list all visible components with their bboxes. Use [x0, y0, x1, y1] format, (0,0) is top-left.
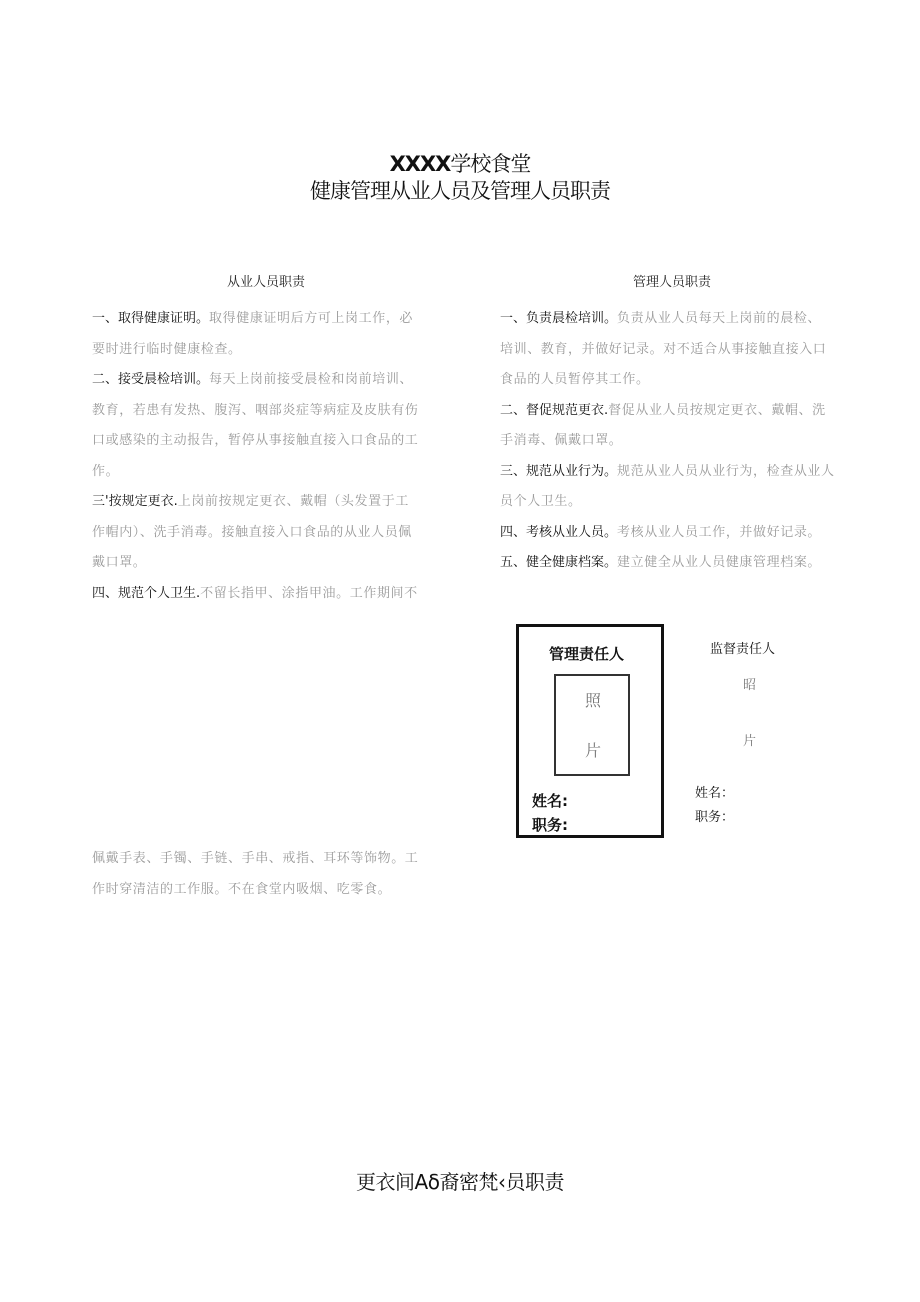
left-item-2-lead: 二、接受晨检培训。: [92, 372, 210, 387]
left-item-4: 四、规范个人卫生.不留长指甲、涂指甲油。工作期间不: [92, 585, 418, 601]
document-title: [0, 148, 920, 178]
left-column-heading: 从业人员职责: [227, 275, 306, 290]
left-continuation: 佩戴手表、手镯、手链、手串、戒指、耳环等饰物。工 作时穿清洁的工作服。不在食堂内吸烟、吃零食。: [92, 851, 419, 897]
right-duties: [500, 304, 860, 579]
right-item-4-lead: 四、考核从业人员。: [500, 524, 618, 540]
left-item-1-lead: 一、取得健康证明。: [92, 311, 210, 326]
right-item-4: 四、考核从业人员。考核从业人员工作，并做好记录。: [500, 524, 822, 540]
right-item-2: 二、督促规范更衣.督促从业人员按规定更衣、戴帽、洗 手消毒、佩戴口罩。: [500, 402, 826, 448]
left-item-3: 三'按规定更衣.上岗前按规定更衣、戴帽（头发置于工 作帽内）、洗手消毒。接触直接入口食品的从业人员佩 戴口罩。: [92, 494, 412, 570]
right-item-2-lead: 二、督促规范更衣.: [500, 402, 609, 418]
supervisor-name-label: 姓名：: [695, 786, 735, 801]
photo-char-bottom: 片: [585, 741, 602, 760]
photo-char-top: 照: [585, 691, 602, 710]
title-line1: 学校食堂: [450, 152, 531, 176]
left-item-1: 一、取得健康证明。取得健康证明后方可上岗工作，必 要时进行临时健康检查。: [92, 311, 414, 357]
left-item-4-lead: 四、规范个人卫生.: [92, 585, 201, 601]
title-prefix: XXXX: [389, 152, 451, 176]
manager-card-title: 管理责任人: [549, 645, 625, 663]
left-item-2: 二、接受晨检培训。每天上岗前接受晨检和岗前培训、 教育，若患有发热、腹泻、咽部炎症等病症及皮肤有伤 口或感染的主动报告，暂停从事接触直接入口食品的工 作。: [92, 372, 419, 479]
right-item-3: 三、规范从业行为。规范从业人员从业行为，检查从业人 员个人卫生。: [500, 463, 835, 509]
supervisor-photo-top: 昭: [743, 678, 757, 693]
manager-name-label: 姓名:: [532, 792, 568, 810]
manager-card: [516, 624, 664, 838]
footer-heading: 更衣间Aδ裔密梵‹员职责: [356, 1170, 564, 1194]
supervisor-photo-bottom: 片: [743, 734, 757, 749]
supervisor-title: 监督责任人: [710, 642, 776, 657]
left-item-3-lead: 三'按规定更衣.: [92, 494, 178, 509]
right-item-3-lead: 三、规范从业行为。: [500, 463, 618, 479]
right-item-5-lead: 五、健全健康档案。: [500, 555, 618, 570]
left-duties: [92, 304, 452, 609]
right-item-5: 五、健全健康档案。建立健全从业人员健康管理档案。: [500, 555, 822, 570]
document-subtitle: 健康管理从业人员及管理人员职责: [310, 179, 610, 203]
supervisor-role-label: 职务：: [695, 810, 735, 825]
right-column-heading: 管理人员职责: [633, 275, 712, 290]
right-item-1: 一、负责晨检培训。负责从业人员每天上岗前的晨检、 培训、教育，并做好记录。对不适合从事接触直接入口 食品的人员暂停其工作。: [500, 311, 827, 387]
manager-role-label: 职务:: [532, 816, 568, 834]
manager-photo-placeholder: [554, 674, 630, 776]
right-item-1-lead: 一、负责晨检培训。: [500, 311, 618, 326]
